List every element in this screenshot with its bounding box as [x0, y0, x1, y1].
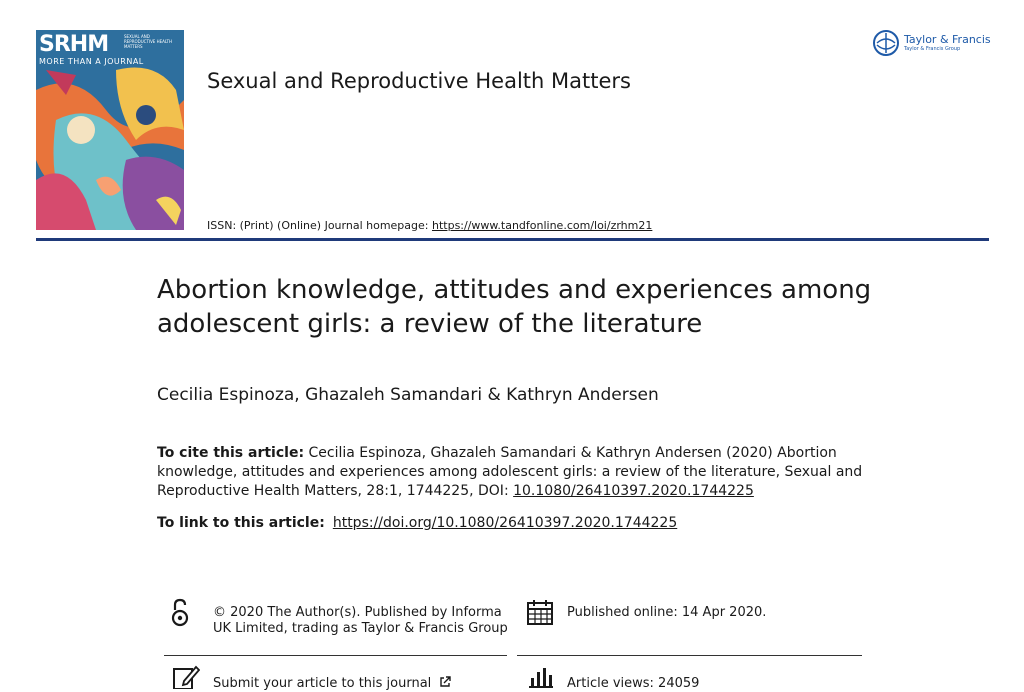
publisher-name: Taylor & Francis: [904, 33, 991, 46]
article-url-link[interactable]: https://doi.org/10.1080/26410397.2020.1744225: [332, 515, 678, 531]
info-divider-right: [517, 655, 862, 656]
calendar-icon: [526, 598, 554, 626]
info-divider-left: [164, 655, 507, 656]
journal-title: Sexual and Reproductive Health Matters: [207, 69, 631, 93]
published-date: Published online: 14 Apr 2020.: [567, 605, 767, 620]
journal-cover-image: [36, 30, 184, 230]
citation-block: [157, 444, 877, 501]
cover-subtitle: MORE THAN A JOURNAL: [39, 57, 144, 66]
doi-link[interactable]: 10.1080/26410397.2020.1744225: [513, 483, 754, 499]
article-authors: Cecilia Espinoza, Ghazaleh Samandari & Kathryn Andersen: [157, 385, 659, 405]
link-label: To link to this article:: [157, 515, 325, 531]
license-text: © 2020 The Author(s). Published by Informa UK Limited, trading as Taylor & Francis Group: [213, 605, 508, 636]
cite-text: Cecilia Espinoza, Ghazaleh Samandari & Kathryn Andersen (2020) Abortion knowledge, attitudes and experiences among adolescent girls: a review of the literature, Sexual and Reproductive Health Matters, 28:1, 1744225, DOI:: [157, 445, 863, 499]
cover-logo: SRHM: [39, 32, 109, 57]
external-link-icon: [439, 676, 451, 688]
submit-article-text: Submit your article to this journal: [213, 676, 432, 691]
publisher-emblem-icon: [872, 29, 900, 57]
publisher-logo[interactable]: [872, 29, 991, 57]
open-access-icon: [170, 598, 190, 628]
publisher-tagline: Taylor & Francis Group: [904, 46, 961, 52]
cover-fineprint: SEXUAL AND REPRODUCTIVE HEALTH MATTERS: [124, 34, 173, 49]
issn-text: ISSN: (Print) (Online) Journal homepage:: [207, 219, 432, 232]
article-views: Article views: 24059: [567, 676, 700, 691]
journal-homepage-link[interactable]: https://www.tandfonline.com/loi/zrhm21: [431, 219, 653, 232]
article-link-line: [157, 515, 677, 531]
bar-chart-icon: [528, 666, 554, 688]
submit-article-link[interactable]: [213, 676, 513, 692]
header-divider: [36, 238, 989, 241]
issn-line: [207, 219, 652, 232]
article-title: Abortion knowledge, attitudes and experiences among adolescent girls: a review of the literature: [157, 275, 872, 339]
edit-icon: [172, 665, 200, 689]
cite-label: To cite this article:: [157, 445, 305, 461]
